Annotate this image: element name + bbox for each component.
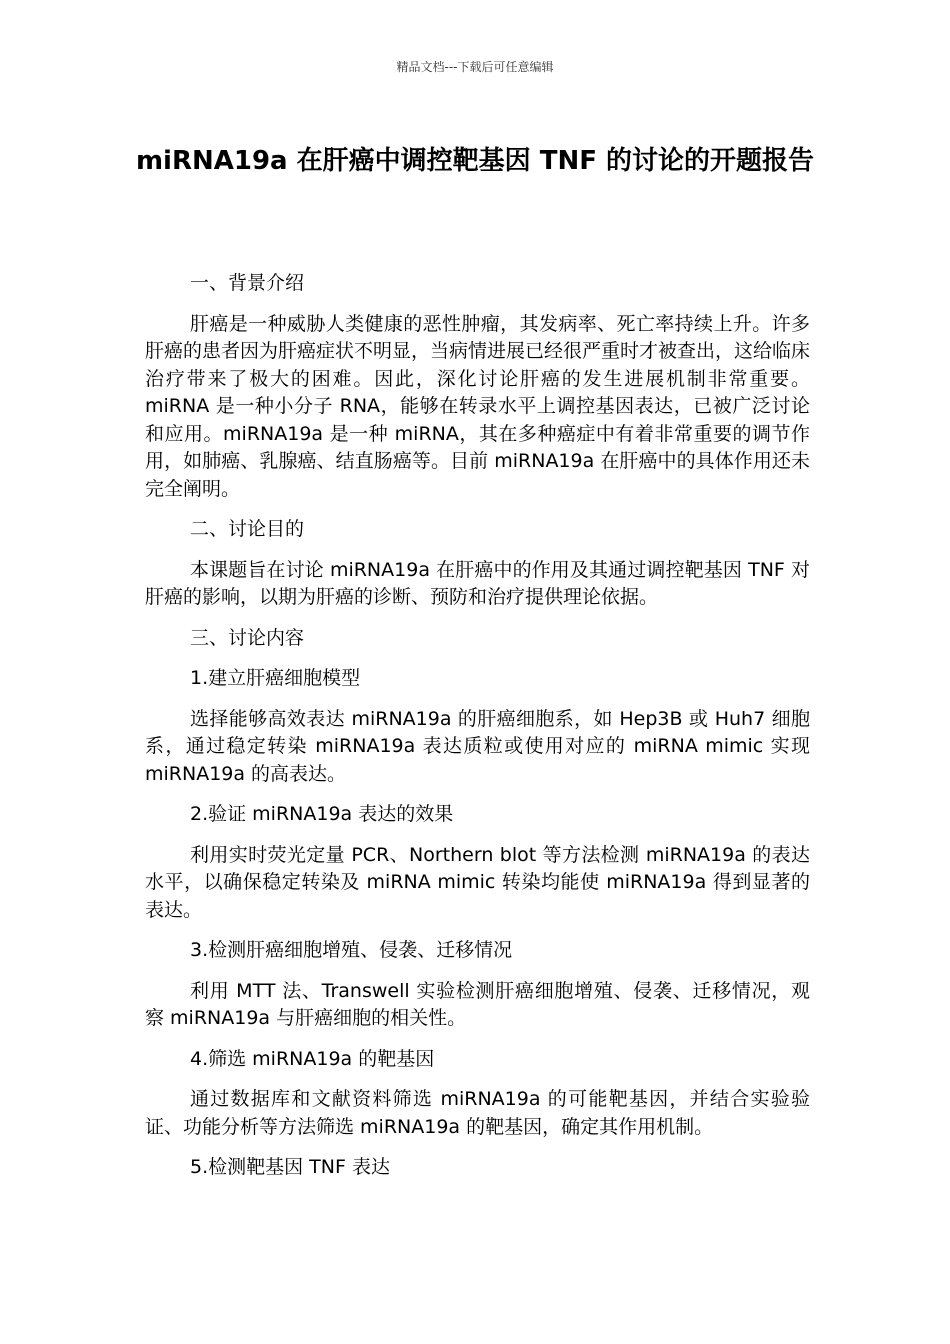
section-heading-background: 一、背景介绍 <box>190 272 305 294</box>
subsection-paragraph-2: 利用实时荧光定量 PCR、Northern blot 等方法检测 miRNA19a 的表达水平，以确保稳定转染及 miRNA mimic 转染均能使 miRNA19a 得到显著的表达。 <box>145 843 810 921</box>
subsection-heading-1: 1.建立肝癌细胞模型 <box>190 667 361 689</box>
subsection-heading-4: 4.筛选 miRNA19a 的靶基因 <box>190 1047 435 1070</box>
subsection-paragraph-3: 利用 MTT 法、Transwell 实验检测肝癌细胞增殖、侵袭、迁移情况，观察 miRNA19a 与肝癌细胞的相关性。 <box>145 979 810 1029</box>
document-title: miRNA19a 在肝癌中调控靶基因 TNF 的讨论的开题报告 <box>135 146 815 176</box>
subsection-heading-2: 2.验证 miRNA19a 表达的效果 <box>190 803 454 825</box>
section-heading-content: 三、讨论内容 <box>190 626 305 649</box>
subsection-paragraph-1: 选择能够高效表达 miRNA19a 的肝癌细胞系，如 Hep3B 或 Huh7 细胞系，通过稳定转染 miRNA19a 表达质粒或使用对应的 miRNA mimic 实现 miRNA19a 的高表达。 <box>145 707 810 785</box>
subsection-heading-3: 3.检测肝癌细胞增殖、侵袭、迁移情况 <box>190 939 513 961</box>
section-paragraph-background: 肝癌是一种威胁人类健康的恶性肿瘤，其发病率、死亡率持续上升。许多肝癌的患者因为肝癌症状不明显，当病情进展已经很严重时才被查出，这给临床治疗带来了极大的困难。因此，深化讨论肝癌的发生进展机制非常重要。miRNA 是一种小分子 RNA，能够在转录水平上调控基因表达，已被广泛讨论和应用。miRNA19a 是一种 miRNA，其在多种癌症中有着非常重要的调节作用，如肺癌、乳腺癌、结直肠癌等。目前 miRNA19a 在肝癌中的具体作用还未完全阐明。 <box>145 312 811 500</box>
section-paragraph-purpose: 本课题旨在讨论 miRNA19a 在肝癌中的作用及其通过调控靶基因 TNF 对肝癌的影响，以期为肝癌的诊断、预防和治疗提供理论依据。 <box>145 558 810 608</box>
subsection-paragraph-4: 通过数据库和文献资料筛选 miRNA19a 的可能靶基因，并结合实验验证、功能分析等方法筛选 miRNA19a 的靶基因，确定其作用机制。 <box>145 1088 810 1138</box>
subsection-heading-5: 5.检测靶基因 TNF 表达 <box>190 1156 390 1178</box>
section-heading-purpose: 二、讨论目的 <box>190 518 305 540</box>
document-body <box>145 270 810 1195</box>
header-note: 精品文档---下载后可任意编辑 <box>396 60 554 74</box>
